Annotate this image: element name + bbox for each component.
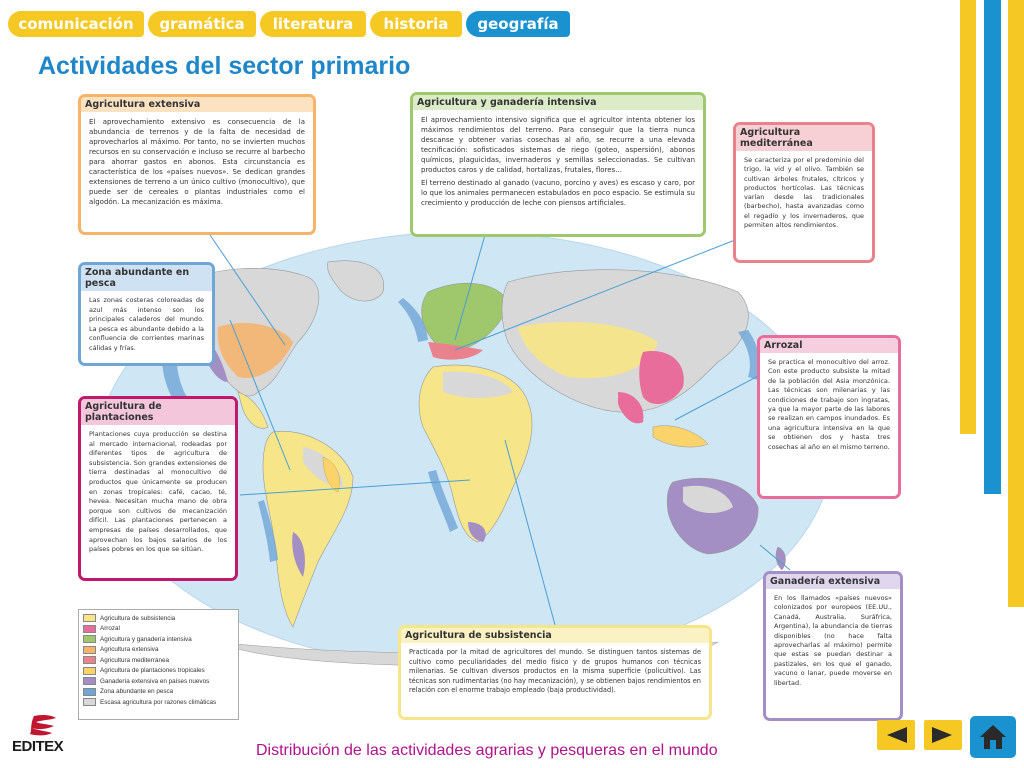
box-text: En los llamados «países nuevos» colonizados por europeos (EE.UU., Canadá, Australia, Suráfrica, Argentina), la abundancia de tierras disponibles (no hace falta aprovecharlas al máximo) permite que estas se puedan destinar a pastizales, en los que el ganado, vacuno o lanar, puede moverse en libertad. (774, 594, 892, 687)
legend-label: Arrozal (100, 625, 120, 633)
box-text: El aprovechamiento intensivo significa que el agricultor intenta obtener los máximos rendimientos del terreno. Para conseguir que la tierra nunca descanse y obtener varias cosechas al año, se recurre a una elevada tecnificación: sofisticados sistemas de riego (goteo, aspersión), abonos químicos, plaguicidas, invernaderos y semillas seleccionadas. Se cultivan productos caros y de calidad, hortalizas, frutales, flores... (421, 116, 695, 174)
tab-gramatica[interactable]: gramática (148, 11, 256, 37)
home-icon (978, 723, 1008, 751)
box-text-2: El terreno destinado al ganado (vacuno, porcino y aves) es escaso y caro, por lo que los animales permanecen estabulados en poco espacio. Se estimula su crecimiento y producción de leche con piensos artificiales. (421, 179, 695, 207)
page-title: Actividades del sector primario (38, 52, 411, 80)
legend-item (83, 676, 234, 687)
home-button[interactable] (970, 716, 1016, 758)
box-title: Zona abundante en pesca (81, 265, 212, 291)
prev-button[interactable] (877, 720, 915, 750)
decor-bar-blue (984, 0, 1001, 494)
box-ganaderia-extensiva (763, 571, 903, 721)
legend-swatch (83, 688, 96, 696)
box-title: Ganadería extensiva (766, 574, 900, 589)
legend-swatch (83, 635, 96, 643)
legend-item (83, 645, 234, 656)
box-title: Agricultura de plantaciones (81, 399, 235, 425)
editex-logo-text: EDITEX (12, 738, 64, 755)
tab-historia[interactable]: historia (370, 11, 462, 37)
box-title: Agricultura mediterránea (736, 125, 872, 151)
legend-label: Ganadería extensiva en países nuevos (100, 677, 210, 685)
box-text: El aprovechamiento extensivo es consecuencia de la abundancia de terrenos y de la falta de necesidad de aprovecharlos al máximo. Por tanto, no se invierten muchos recursos en su conservación e incluso se recurre al barbecho para ahorrar gastos en abonos. Esta circunstancia es característica de los «países nuevos». Se dedican grandes extensiones de terreno a un único cultivo (monocultivo), que puede ser de cereales o plantas industriales como el algodón. La mecanización es máxima. (89, 118, 305, 206)
legend-swatch (83, 656, 96, 664)
map-caption: Distribución de las actividades agrarias y pesqueras en el mundo (256, 742, 718, 759)
box-agricultura-intensiva (410, 92, 706, 237)
legend-item (83, 697, 234, 708)
legend-swatch (83, 646, 96, 654)
legend-label: Agricultura y ganadería intensiva (100, 635, 192, 643)
legend-label: Zona abundante en pesca (100, 688, 174, 696)
box-text: Se caracteriza por el predominio del trigo, la vid y el olivo. También se cultivan árboles frutales, cítricos y productos hortícolas. Las técnicas varían desde las tradicionales (barbecho), hasta avanzadas como el regadío y los invernaderos, que permiten altos rendimientos. (744, 156, 864, 230)
legend-item (83, 634, 234, 645)
box-agricultura-extensiva (78, 94, 316, 235)
box-text: Las zonas costeras coloreadas de azul más intenso son los principales caladeros del mundo. La pesca es abundante debido a la confluencia de corrientes marinas cálidas y frías. (89, 296, 204, 352)
legend-item (83, 624, 234, 635)
box-title: Agricultura y ganadería intensiva (413, 95, 703, 110)
legend-item (83, 666, 234, 677)
next-button[interactable] (924, 720, 962, 750)
box-agricultura-mediterranea (733, 122, 875, 263)
section-tabs (8, 11, 574, 37)
box-arrozal (757, 335, 901, 499)
legend-label: Agricultura de subsistencia (100, 614, 176, 622)
legend-item (83, 655, 234, 666)
legend-label: Agricultura de plantaciones tropicales (100, 667, 205, 675)
legend-swatch (83, 625, 96, 633)
legend-item (83, 613, 234, 624)
legend-label: Agricultura extensiva (100, 646, 159, 654)
box-agricultura-plantaciones (78, 396, 238, 581)
arrow-right-icon (930, 725, 956, 745)
box-text: Practicada por la mitad de agricultores del mundo. Se distinguen tantos sistemas de cultivo como peculiaridades del medio físico y de grupos humanos con técnicas milenarias. Se cultivan diversos productos en la misma superficie (policultivo). Las técnicas son rudimentarias (no hay mecanización), y se obtienen bajos rendimientos en relación con el enorme trabajo empleado (baja productividad). (409, 648, 701, 694)
legend-swatch (83, 698, 96, 706)
box-text: Plantaciones cuya producción se destina al mercado internacional, rodeadas por diferentes tipos de agricultura de subsistencia. Son grandes extensiones de tierra destinadas al monocultivo de productos que únicamente se producen en zonas tropicales: café, cacao, té, hevea. Necesitan mucha mano de obra porque son cultivos de mecanización difícil. Las plantaciones pertenecen a empresas de países desarrollados, que aprovechan los bajos salarios de los países pobres en los que se sitúan. (89, 430, 227, 554)
tab-comunicacion[interactable]: comunicación (8, 11, 144, 37)
legend-label: Escasa agricultura por razones climáticas (100, 698, 217, 706)
decor-bar-yellow-right (1008, 0, 1024, 607)
box-text: Se practica el monocultivo del arroz. Con este producto subsiste la mitad de la población del Asia monzónica. Las técnicas son milenarias y las condiciones de trabajo son ingratas, ya que la mayor parte de las labores se realizan en campos inundados. Es una agricultura intensiva en la que se obtienen dos y hasta tres cosechas al año en el mismo terreno. (768, 358, 890, 451)
box-title: Agricultura extensiva (81, 97, 313, 112)
box-title: Agricultura de subsistencia (401, 628, 709, 643)
tab-literatura[interactable]: literatura (260, 11, 366, 37)
legend-label: Agricultura mediterránea (100, 656, 169, 664)
arrow-left-icon (883, 725, 909, 745)
tab-geografia[interactable]: geografía (466, 11, 570, 37)
box-title: Arrozal (760, 338, 898, 353)
legend-swatch (83, 667, 96, 675)
legend-swatch (83, 614, 96, 622)
decor-bar-yellow (960, 0, 976, 434)
legend-item (83, 687, 234, 698)
box-agricultura-subsistencia (398, 625, 712, 720)
legend-swatch (83, 677, 96, 685)
map-legend (78, 609, 239, 720)
box-zona-pesca (78, 262, 215, 366)
